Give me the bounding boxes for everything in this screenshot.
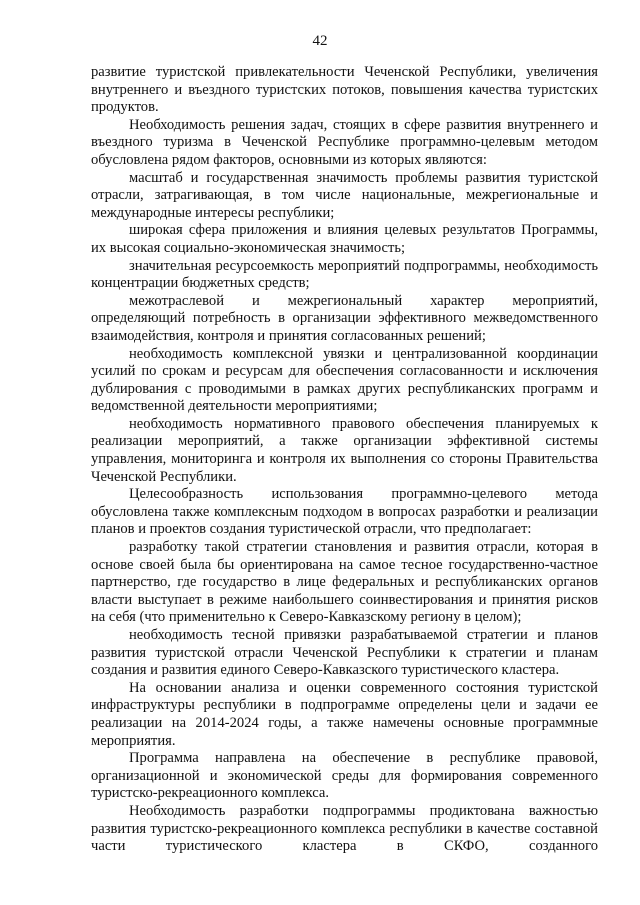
page-number: 42 (312, 33, 328, 49)
paragraph-7: необходимость комплексной увязки и централизованной координации усилий по срокам и ресурсам для обеспечения согласованности и исключения дублирования с проводимыми в рамках других республиканских программ и ведомственной деятельности мероприятиями; (91, 345, 598, 415)
paragraph-8: необходимость нормативного правового обеспечения планируемых к реализации мероприятий, а также организации эффективной системы управления, мониторинга и контроля их выполнения со стороны Правительства Чеченской Республики. (91, 415, 598, 485)
paragraph-13: Программа направлена на обеспечение в республике правовой, организационной и экономической среды для формирования современного туристско-рекреационного комплекса. (91, 750, 598, 802)
paragraph-9: Целесообразность использования программно-целевого метода обусловлена также комплексным подходом в вопросах разработки и реализации планов и проектов создания туристической отрасли, что предполагает: (91, 486, 598, 538)
paragraph-1: развитие туристской привлекательности Чеченской Республики, увеличения внутреннего и въездного туристских потоков, повышения качества туристских продуктов. (91, 64, 598, 116)
body-text (91, 64, 598, 856)
paragraph-2: Необходимость решения задач, стоящих в сфере развития внутреннего и въездного туризма в Чеченской Республике программно-целевым методом обусловлена рядом факторов, основными из которых являются: (91, 116, 598, 168)
paragraph-12: На основании анализа и оценки современного состояния туристской инфраструктуры республики в подпрограмме определены цели и задачи ее реализации на 2014-2024 годы, а также намечены основные программные мероприятия. (91, 679, 598, 749)
paragraph-4: широкая сфера приложения и влияния целевых результатов Программы, их высокая социально-экономическая значимость; (91, 222, 598, 256)
paragraph-6: межотраслевой и межрегиональный характер мероприятий, определяющий потребность в организации эффективного межведомственного взаимодействия, контроля и принятия согласованных решений; (91, 292, 598, 344)
paragraph-5: значительная ресурсоемкость мероприятий подпрограммы, необходимость концентрации бюджетных средств; (91, 257, 598, 292)
paragraph-14: Необходимость разработки подпрограммы продиктована важностью развития туристско-рекреационного комплекса республики в качестве составной части туристического кластера в СКФО, созданного (91, 802, 598, 855)
paragraph-11: необходимость тесной привязки разрабатываемой стратегии и планов развития туристской отрасли Чеченской Республики к стратегии и планам создания и развития единого Северо-Кавказского туристического кластера. (91, 627, 598, 679)
paragraph-10: разработку такой стратегии становления и развития отрасли, которая в основе своей была бы ориентирована на самое тесное государственно-частное партнерство, где государство в лице федеральных и республиканских органов власти выступает в режиме наибольшего соинвестирования и принятия рисков на себя (что применительно к Северо-Кавказскому региону в целом); (91, 539, 598, 626)
paragraph-3: масштаб и государственная значимость проблемы развития туристской отрасли, затрагивающая, в том числе национальные, межрегиональные и международные интересы республики; (91, 169, 598, 221)
